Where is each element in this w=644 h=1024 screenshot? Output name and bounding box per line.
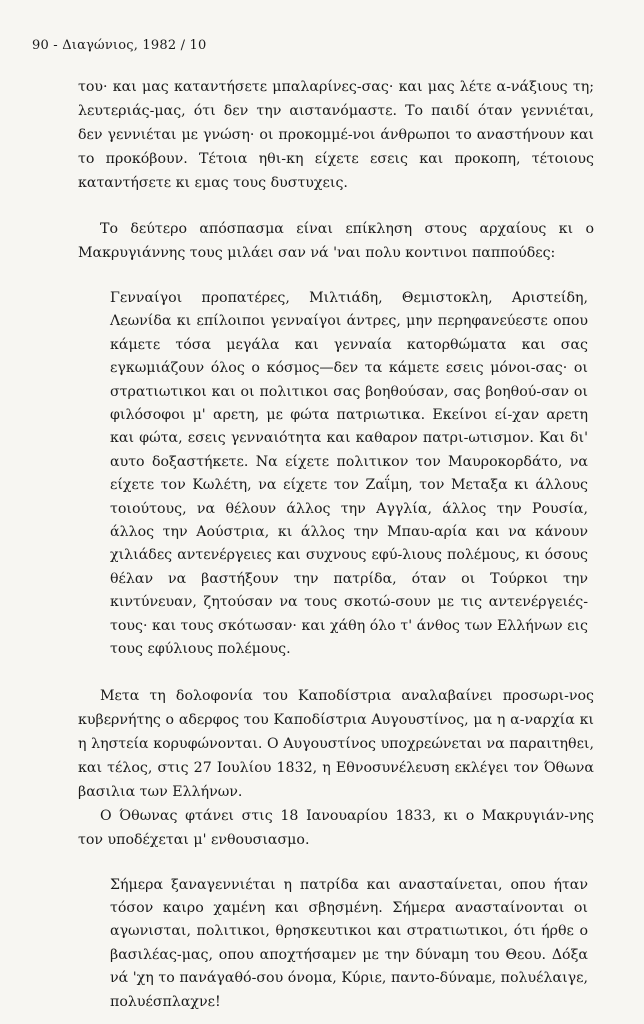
quote-block-rebirth <box>78 874 588 1014</box>
quote-text: Σήμερα ξαναγεννιέται η πατρίδα και ανασταίνεται, οπου ήταν τόσον καιρο χαμένη και σβησμένη. Σήμερα ανασταίνονται οι αγωνισται, πολιτικοι, θρησκευτικοι και στρατιωτικοι, ότι ήρθε ο βασιλέας-μας, οπου αποχτήσαμεν με την δύναμη του Θεου. Δόξα νά 'χη το πανάγαθό-σου όνομα, Κύριε, παντο-δύναμε, πολυέλαιγε, πολυέσπλαχνε! <box>110 876 588 1010</box>
paragraph-text: Το δεύτερο απόσπασμα είναι επίκληση στους αρχαίους κι ο Μακρυγιάννης τους μιλάει σαν νά 'ναι πολυ κοντινοι παππούδες: <box>78 221 594 261</box>
paragraph-text: Μετα τη δολοφονία του Καποδίστρια αναλαβαίνει προσωρι-νος κυβερνήτης ο αδερφος του Καποδίστρια Αυγουστίνος, μα η α-ναρχία κι η ληστεία κορυφώνονται. Ο Αυγουστίνος υποχρεώνεται να παραιτηθει, και τέλος, στις 27 Ιουλίου 1832, η Εθνοσυνέλευση εκλέγει τον Όθωνα βασιλια των Ελλήνων. <box>78 687 594 800</box>
quote-block-ancestors <box>78 287 588 662</box>
paragraph-intro-second-excerpt <box>78 217 594 265</box>
paragraph-othon-arrival <box>78 804 594 852</box>
running-head: 90 - Διαγώνιος, 1982 / 10 <box>32 38 207 53</box>
paragraph-continuation <box>78 75 594 195</box>
paragraph-text: του· και μας καταντήσετε μπαλαρίνες-σας· και μας λέτε α-νάξιους τη; λευτεριάς-μας, ότι δεν την αιστανóμαστε. Το παιδί όταν γεννιέται, δεν γεννιέται με γνώση· οι προκομμέ-νοι άνθρωποι το αναστήνουν και το προκόβουν. Τέτοια ηθι-κη είχετε εσεις και προκοπη, τέτοιους καταντήσετε κι εμας τους δυστυχεις. <box>78 79 594 191</box>
paragraph-kapodistrias <box>78 684 594 804</box>
paragraph-text: Ο Όθωνας φτάνει στις 18 Ιανουαρίου 1833, κι ο Μακρυγιάν-νης τον υποδέχεται μ' ενθουσιασμο. <box>78 807 594 848</box>
quote-text: Γενναίγοι προπατέρες, Μιλτιάδη, Θεμιστοκλη, Αριστείδη, Λεωνίδα κι επίλοιποι γενναίγοι άντρες, μην περηφανεύεστε οπου κάμετε τόσα μεγάλα και γενναία κατορθώματα και σας εγκωμιάζουν όλος ο κόσμος—δεν τα κάμετε εσεις μόνοι-σας· οι στρατιωτικοι και οι πολιτικοι σας βοηθούσαν, σας βοηθού-σαν οι φιλόσοφοι μ' αρετη, με φώτα πατριωτικα. Εκείνοι εί-χαν αρετη και φώτα, εσεις γενναιότητα και καθαρον πατρι-ωτισμον. Και δι' αυτο δοξαστήκετε. Να είχετε πολιτικον τον Μαυροκορδάτο, να είχετε τον Κωλέτη, να είχετε τον Ζαΐμη, τον Μεταξα κι άλλους τοιούτους, να θέλουν άλλος την Αγγλία, άλλος την Ρουσία, άλλος την Αούστρια, κι άλλος την Μπαυ-αρία και να κάνουν χιλιάδες αντενέργειες και συχνους εφύ-λιους πολέμους, κι όσους θέλαν να βαστήξουν την πατρίδα, όταν οι Τούρκοι την κιντύνευαν, ζητούσαν να τους σκοτώ-σουν με τις αντενέργειές-τους· και τους σκότωσαν· και χάθη όλο τ' άνθος των Ελλήνων εις τους εφύλιους πολέμους. <box>110 290 588 658</box>
